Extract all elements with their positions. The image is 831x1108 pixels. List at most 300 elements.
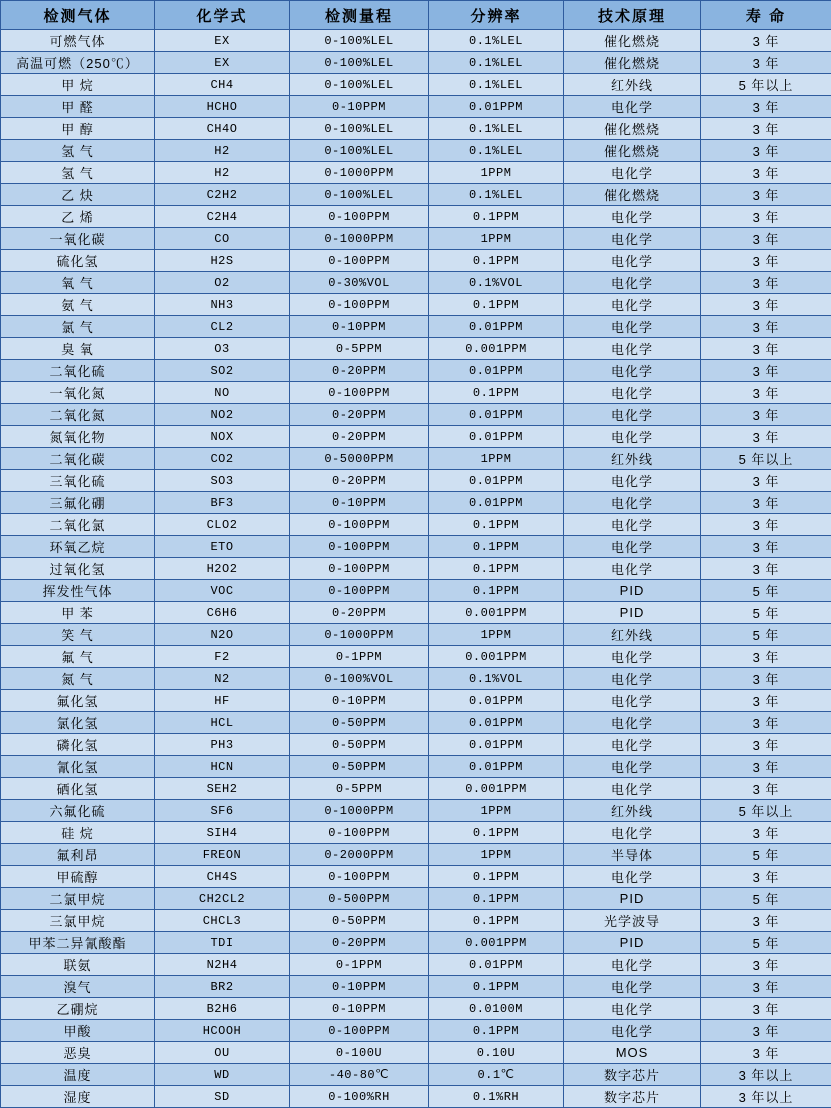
cell-chemical-formula: HCHO bbox=[155, 96, 290, 118]
cell-lifetime: 3 年 bbox=[701, 536, 831, 558]
cell-gas-name: 过氧化氢 bbox=[1, 558, 155, 580]
cell-technical-principle: 电化学 bbox=[564, 998, 701, 1020]
cell-gas-name: 甲硫醇 bbox=[1, 866, 155, 888]
cell-lifetime: 3 年 bbox=[701, 316, 831, 338]
cell-chemical-formula: NO bbox=[155, 382, 290, 404]
cell-lifetime: 3 年 bbox=[701, 910, 831, 932]
cell-resolution: 1PPM bbox=[429, 844, 564, 866]
cell-detection-range: 0-10PPM bbox=[290, 976, 429, 998]
cell-technical-principle: 电化学 bbox=[564, 646, 701, 668]
cell-resolution: 0.1PPM bbox=[429, 294, 564, 316]
table-body bbox=[1, 30, 831, 1108]
cell-technical-principle: 电化学 bbox=[564, 822, 701, 844]
cell-chemical-formula: OU bbox=[155, 1042, 290, 1064]
cell-resolution: 0.01PPM bbox=[429, 316, 564, 338]
cell-lifetime: 3 年 bbox=[701, 360, 831, 382]
table-row bbox=[1, 140, 831, 162]
cell-technical-principle: 电化学 bbox=[564, 712, 701, 734]
cell-technical-principle: 电化学 bbox=[564, 316, 701, 338]
cell-resolution: 0.1PPM bbox=[429, 888, 564, 910]
cell-detection-range: 0-100PPM bbox=[290, 580, 429, 602]
cell-lifetime: 3 年 bbox=[701, 558, 831, 580]
cell-chemical-formula: HF bbox=[155, 690, 290, 712]
cell-resolution: 0.01PPM bbox=[429, 96, 564, 118]
cell-lifetime: 5 年 bbox=[701, 624, 831, 646]
cell-detection-range: 0-100%LEL bbox=[290, 118, 429, 140]
cell-technical-principle: 半导体 bbox=[564, 844, 701, 866]
cell-technical-principle: 电化学 bbox=[564, 668, 701, 690]
cell-resolution: 0.1PPM bbox=[429, 1020, 564, 1042]
table-row bbox=[1, 690, 831, 712]
cell-gas-name: 氢 气 bbox=[1, 162, 155, 184]
cell-technical-principle: 电化学 bbox=[564, 162, 701, 184]
cell-resolution: 0.1%VOL bbox=[429, 272, 564, 294]
cell-gas-name: 甲酸 bbox=[1, 1020, 155, 1042]
cell-detection-range: 0-5PPM bbox=[290, 778, 429, 800]
column-header-range: 检测量程 bbox=[290, 1, 429, 30]
cell-detection-range: 0-100%LEL bbox=[290, 52, 429, 74]
table-row bbox=[1, 998, 831, 1020]
cell-chemical-formula: NH3 bbox=[155, 294, 290, 316]
cell-detection-range: 0-50PPM bbox=[290, 712, 429, 734]
cell-chemical-formula: SO3 bbox=[155, 470, 290, 492]
cell-technical-principle: 红外线 bbox=[564, 448, 701, 470]
cell-resolution: 0.1PPM bbox=[429, 910, 564, 932]
cell-gas-name: 乙硼烷 bbox=[1, 998, 155, 1020]
cell-gas-name: 二氧化碳 bbox=[1, 448, 155, 470]
cell-gas-name: 甲 烷 bbox=[1, 74, 155, 96]
cell-technical-principle: 电化学 bbox=[564, 514, 701, 536]
cell-lifetime: 3 年 bbox=[701, 382, 831, 404]
cell-gas-name: 乙 炔 bbox=[1, 184, 155, 206]
table-row bbox=[1, 580, 831, 602]
cell-technical-principle: 电化学 bbox=[564, 404, 701, 426]
cell-technical-principle: PID bbox=[564, 580, 701, 602]
cell-technical-principle: 光学波导 bbox=[564, 910, 701, 932]
cell-chemical-formula: H2O2 bbox=[155, 558, 290, 580]
cell-resolution: 0.01PPM bbox=[429, 404, 564, 426]
cell-chemical-formula: SEH2 bbox=[155, 778, 290, 800]
cell-gas-name: 甲 苯 bbox=[1, 602, 155, 624]
cell-technical-principle: 电化学 bbox=[564, 558, 701, 580]
table-header-row bbox=[1, 1, 831, 30]
cell-resolution: 0.1%LEL bbox=[429, 30, 564, 52]
cell-resolution: 1PPM bbox=[429, 448, 564, 470]
cell-chemical-formula: N2O bbox=[155, 624, 290, 646]
column-header-formula: 化学式 bbox=[155, 1, 290, 30]
cell-technical-principle: MOS bbox=[564, 1042, 701, 1064]
cell-technical-principle: 电化学 bbox=[564, 272, 701, 294]
cell-lifetime: 3 年 bbox=[701, 492, 831, 514]
column-header-lifetime: 寿 命 bbox=[701, 1, 831, 30]
cell-resolution: 0.10U bbox=[429, 1042, 564, 1064]
cell-gas-name: 臭 氧 bbox=[1, 338, 155, 360]
cell-detection-range: 0-2000PPM bbox=[290, 844, 429, 866]
cell-lifetime: 3 年 bbox=[701, 1020, 831, 1042]
cell-chemical-formula: CH4 bbox=[155, 74, 290, 96]
table-row bbox=[1, 52, 831, 74]
cell-detection-range: 0-100PPM bbox=[290, 250, 429, 272]
cell-resolution: 0.1PPM bbox=[429, 866, 564, 888]
cell-detection-range: 0-1PPM bbox=[290, 954, 429, 976]
cell-lifetime: 3 年 bbox=[701, 96, 831, 118]
cell-chemical-formula: N2H4 bbox=[155, 954, 290, 976]
cell-technical-principle: 电化学 bbox=[564, 360, 701, 382]
cell-chemical-formula: B2H6 bbox=[155, 998, 290, 1020]
cell-chemical-formula: SIH4 bbox=[155, 822, 290, 844]
cell-resolution: 0.01PPM bbox=[429, 954, 564, 976]
cell-gas-name: 三氯甲烷 bbox=[1, 910, 155, 932]
cell-technical-principle: 电化学 bbox=[564, 690, 701, 712]
cell-lifetime: 3 年 bbox=[701, 404, 831, 426]
cell-gas-name: 环氧乙烷 bbox=[1, 536, 155, 558]
cell-chemical-formula: ETO bbox=[155, 536, 290, 558]
cell-detection-range: 0-5000PPM bbox=[290, 448, 429, 470]
table-row bbox=[1, 800, 831, 822]
cell-gas-name: 氮氧化物 bbox=[1, 426, 155, 448]
cell-resolution: 0.1PPM bbox=[429, 976, 564, 998]
cell-resolution: 0.01PPM bbox=[429, 712, 564, 734]
cell-resolution: 0.0100M bbox=[429, 998, 564, 1020]
cell-lifetime: 3 年 bbox=[701, 954, 831, 976]
cell-chemical-formula: HCOOH bbox=[155, 1020, 290, 1042]
cell-technical-principle: 电化学 bbox=[564, 426, 701, 448]
cell-gas-name: 高温可燃（250℃） bbox=[1, 52, 155, 74]
cell-detection-range: 0-10PPM bbox=[290, 690, 429, 712]
table-row bbox=[1, 734, 831, 756]
cell-detection-range: 0-100PPM bbox=[290, 206, 429, 228]
cell-detection-range: 0-100PPM bbox=[290, 382, 429, 404]
cell-technical-principle: 红外线 bbox=[564, 74, 701, 96]
cell-technical-principle: 电化学 bbox=[564, 228, 701, 250]
cell-resolution: 0.1PPM bbox=[429, 514, 564, 536]
cell-chemical-formula: SF6 bbox=[155, 800, 290, 822]
cell-detection-range: 0-100PPM bbox=[290, 536, 429, 558]
cell-gas-name: 一氧化氮 bbox=[1, 382, 155, 404]
cell-lifetime: 5 年 bbox=[701, 932, 831, 954]
cell-lifetime: 3 年 bbox=[701, 668, 831, 690]
table-row bbox=[1, 316, 831, 338]
table-row bbox=[1, 888, 831, 910]
table-row bbox=[1, 1086, 831, 1108]
table-row bbox=[1, 976, 831, 998]
table-row bbox=[1, 96, 831, 118]
cell-detection-range: -40-80℃ bbox=[290, 1064, 429, 1086]
cell-lifetime: 5 年 bbox=[701, 888, 831, 910]
cell-detection-range: 0-50PPM bbox=[290, 910, 429, 932]
cell-technical-principle: 数字芯片 bbox=[564, 1086, 701, 1108]
cell-gas-name: 二氧化氯 bbox=[1, 514, 155, 536]
cell-detection-range: 0-100PPM bbox=[290, 822, 429, 844]
table-row bbox=[1, 74, 831, 96]
table-row bbox=[1, 866, 831, 888]
cell-gas-name: 六氟化硫 bbox=[1, 800, 155, 822]
cell-technical-principle: PID bbox=[564, 888, 701, 910]
cell-gas-name: 温度 bbox=[1, 1064, 155, 1086]
cell-chemical-formula: CH2CL2 bbox=[155, 888, 290, 910]
cell-detection-range: 0-100%LEL bbox=[290, 30, 429, 52]
cell-chemical-formula: H2 bbox=[155, 140, 290, 162]
cell-technical-principle: 电化学 bbox=[564, 294, 701, 316]
column-header-resolution: 分辨率 bbox=[429, 1, 564, 30]
cell-detection-range: 0-1PPM bbox=[290, 646, 429, 668]
cell-detection-range: 0-10PPM bbox=[290, 316, 429, 338]
cell-chemical-formula: N2 bbox=[155, 668, 290, 690]
cell-resolution: 0.01PPM bbox=[429, 690, 564, 712]
cell-chemical-formula: CH4S bbox=[155, 866, 290, 888]
cell-detection-range: 0-20PPM bbox=[290, 932, 429, 954]
table-row bbox=[1, 778, 831, 800]
cell-lifetime: 3 年 bbox=[701, 976, 831, 998]
cell-lifetime: 3 年 bbox=[701, 184, 831, 206]
table-row bbox=[1, 1042, 831, 1064]
table-row bbox=[1, 272, 831, 294]
cell-lifetime: 3 年 bbox=[701, 646, 831, 668]
cell-resolution: 0.1℃ bbox=[429, 1064, 564, 1086]
cell-chemical-formula: SD bbox=[155, 1086, 290, 1108]
cell-technical-principle: 红外线 bbox=[564, 624, 701, 646]
cell-lifetime: 3 年 bbox=[701, 118, 831, 140]
table-row bbox=[1, 448, 831, 470]
cell-technical-principle: 电化学 bbox=[564, 96, 701, 118]
table-row bbox=[1, 470, 831, 492]
cell-gas-name: 氰化氢 bbox=[1, 756, 155, 778]
cell-resolution: 0.001PPM bbox=[429, 646, 564, 668]
cell-lifetime: 5 年 bbox=[701, 580, 831, 602]
cell-chemical-formula: SO2 bbox=[155, 360, 290, 382]
cell-chemical-formula: HCL bbox=[155, 712, 290, 734]
cell-resolution: 0.01PPM bbox=[429, 426, 564, 448]
cell-resolution: 0.1%LEL bbox=[429, 184, 564, 206]
cell-detection-range: 0-100PPM bbox=[290, 514, 429, 536]
cell-lifetime: 3 年 bbox=[701, 690, 831, 712]
cell-lifetime: 3 年以上 bbox=[701, 1086, 831, 1108]
cell-chemical-formula: CO bbox=[155, 228, 290, 250]
cell-detection-range: 0-20PPM bbox=[290, 426, 429, 448]
cell-chemical-formula: H2 bbox=[155, 162, 290, 184]
cell-lifetime: 3 年 bbox=[701, 470, 831, 492]
cell-lifetime: 5 年以上 bbox=[701, 800, 831, 822]
cell-technical-principle: 电化学 bbox=[564, 338, 701, 360]
cell-resolution: 0.01PPM bbox=[429, 470, 564, 492]
cell-gas-name: 乙 烯 bbox=[1, 206, 155, 228]
table-row bbox=[1, 404, 831, 426]
cell-gas-name: 氨 气 bbox=[1, 294, 155, 316]
cell-lifetime: 3 年 bbox=[701, 140, 831, 162]
table-row bbox=[1, 756, 831, 778]
cell-gas-name: 可燃气体 bbox=[1, 30, 155, 52]
cell-chemical-formula: TDI bbox=[155, 932, 290, 954]
table-row bbox=[1, 624, 831, 646]
cell-detection-range: 0-20PPM bbox=[290, 470, 429, 492]
cell-technical-principle: 电化学 bbox=[564, 492, 701, 514]
cell-gas-name: 二氧化氮 bbox=[1, 404, 155, 426]
cell-chemical-formula: CO2 bbox=[155, 448, 290, 470]
cell-detection-range: 0-20PPM bbox=[290, 404, 429, 426]
cell-gas-name: 甲 醛 bbox=[1, 96, 155, 118]
cell-resolution: 0.1PPM bbox=[429, 536, 564, 558]
cell-gas-name: 氟利昂 bbox=[1, 844, 155, 866]
table-row bbox=[1, 382, 831, 404]
cell-resolution: 1PPM bbox=[429, 228, 564, 250]
cell-lifetime: 3 年以上 bbox=[701, 1064, 831, 1086]
cell-gas-name: 湿度 bbox=[1, 1086, 155, 1108]
cell-detection-range: 0-30%VOL bbox=[290, 272, 429, 294]
table-row bbox=[1, 514, 831, 536]
cell-lifetime: 3 年 bbox=[701, 866, 831, 888]
cell-chemical-formula: VOC bbox=[155, 580, 290, 602]
table-row bbox=[1, 492, 831, 514]
cell-gas-name: 二氯甲烷 bbox=[1, 888, 155, 910]
cell-gas-name: 一氧化碳 bbox=[1, 228, 155, 250]
cell-technical-principle: 催化燃烧 bbox=[564, 52, 701, 74]
table-row bbox=[1, 602, 831, 624]
cell-technical-principle: 电化学 bbox=[564, 954, 701, 976]
cell-resolution: 0.1PPM bbox=[429, 382, 564, 404]
cell-detection-range: 0-10PPM bbox=[290, 998, 429, 1020]
table-row bbox=[1, 426, 831, 448]
cell-technical-principle: 催化燃烧 bbox=[564, 140, 701, 162]
table-row bbox=[1, 536, 831, 558]
table-row bbox=[1, 228, 831, 250]
cell-resolution: 0.001PPM bbox=[429, 778, 564, 800]
cell-technical-principle: 催化燃烧 bbox=[564, 184, 701, 206]
cell-detection-range: 0-20PPM bbox=[290, 602, 429, 624]
cell-technical-principle: 电化学 bbox=[564, 778, 701, 800]
table-row bbox=[1, 184, 831, 206]
cell-gas-name: 硅 烷 bbox=[1, 822, 155, 844]
cell-resolution: 0.1%LEL bbox=[429, 118, 564, 140]
cell-resolution: 1PPM bbox=[429, 162, 564, 184]
cell-resolution: 0.01PPM bbox=[429, 492, 564, 514]
cell-chemical-formula: BR2 bbox=[155, 976, 290, 998]
cell-gas-name: 甲 醇 bbox=[1, 118, 155, 140]
cell-technical-principle: 催化燃烧 bbox=[564, 30, 701, 52]
table-row bbox=[1, 822, 831, 844]
table-row bbox=[1, 910, 831, 932]
cell-detection-range: 0-100PPM bbox=[290, 558, 429, 580]
table-row bbox=[1, 338, 831, 360]
table-row bbox=[1, 844, 831, 866]
cell-gas-name: 恶臭 bbox=[1, 1042, 155, 1064]
table-row bbox=[1, 932, 831, 954]
column-header-principle: 技术原理 bbox=[564, 1, 701, 30]
table-row bbox=[1, 558, 831, 580]
table-row bbox=[1, 668, 831, 690]
cell-resolution: 0.1PPM bbox=[429, 580, 564, 602]
cell-gas-name: 二氧化硫 bbox=[1, 360, 155, 382]
cell-lifetime: 3 年 bbox=[701, 250, 831, 272]
table-row bbox=[1, 294, 831, 316]
cell-technical-principle: 电化学 bbox=[564, 1020, 701, 1042]
table-row bbox=[1, 712, 831, 734]
cell-technical-principle: 电化学 bbox=[564, 866, 701, 888]
cell-technical-principle: 催化燃烧 bbox=[564, 118, 701, 140]
cell-gas-name: 三氧化硫 bbox=[1, 470, 155, 492]
cell-chemical-formula: PH3 bbox=[155, 734, 290, 756]
cell-lifetime: 5 年 bbox=[701, 844, 831, 866]
cell-chemical-formula: F2 bbox=[155, 646, 290, 668]
cell-technical-principle: PID bbox=[564, 602, 701, 624]
cell-technical-principle: 电化学 bbox=[564, 536, 701, 558]
cell-lifetime: 3 年 bbox=[701, 756, 831, 778]
cell-gas-name: 氯化氢 bbox=[1, 712, 155, 734]
table-row bbox=[1, 1020, 831, 1042]
cell-chemical-formula: EX bbox=[155, 52, 290, 74]
cell-detection-range: 0-100PPM bbox=[290, 866, 429, 888]
cell-lifetime: 3 年 bbox=[701, 822, 831, 844]
cell-chemical-formula: EX bbox=[155, 30, 290, 52]
cell-gas-name: 挥发性气体 bbox=[1, 580, 155, 602]
table-row bbox=[1, 206, 831, 228]
cell-detection-range: 0-100%VOL bbox=[290, 668, 429, 690]
cell-detection-range: 0-20PPM bbox=[290, 360, 429, 382]
cell-technical-principle: 电化学 bbox=[564, 756, 701, 778]
cell-resolution: 0.01PPM bbox=[429, 756, 564, 778]
cell-technical-principle: 电化学 bbox=[564, 734, 701, 756]
cell-chemical-formula: CH4O bbox=[155, 118, 290, 140]
cell-resolution: 0.1%LEL bbox=[429, 52, 564, 74]
table-row bbox=[1, 954, 831, 976]
cell-lifetime: 3 年 bbox=[701, 338, 831, 360]
cell-gas-name: 甲苯二异氰酸酯 bbox=[1, 932, 155, 954]
table-row bbox=[1, 30, 831, 52]
cell-gas-name: 氯 气 bbox=[1, 316, 155, 338]
cell-lifetime: 3 年 bbox=[701, 228, 831, 250]
cell-detection-range: 0-100%LEL bbox=[290, 74, 429, 96]
cell-resolution: 0.1PPM bbox=[429, 822, 564, 844]
cell-chemical-formula: O2 bbox=[155, 272, 290, 294]
cell-gas-name: 氟化氢 bbox=[1, 690, 155, 712]
cell-lifetime: 3 年 bbox=[701, 998, 831, 1020]
cell-lifetime: 3 年 bbox=[701, 52, 831, 74]
cell-resolution: 0.001PPM bbox=[429, 602, 564, 624]
cell-resolution: 0.1PPM bbox=[429, 206, 564, 228]
column-header-gas: 检测气体 bbox=[1, 1, 155, 30]
cell-resolution: 0.1%LEL bbox=[429, 74, 564, 96]
cell-detection-range: 0-100PPM bbox=[290, 294, 429, 316]
cell-chemical-formula: WD bbox=[155, 1064, 290, 1086]
cell-detection-range: 0-1000PPM bbox=[290, 624, 429, 646]
cell-detection-range: 0-50PPM bbox=[290, 734, 429, 756]
cell-chemical-formula: FREON bbox=[155, 844, 290, 866]
cell-gas-name: 氟 气 bbox=[1, 646, 155, 668]
cell-lifetime: 3 年 bbox=[701, 426, 831, 448]
cell-detection-range: 0-100PPM bbox=[290, 1020, 429, 1042]
cell-gas-name: 笑 气 bbox=[1, 624, 155, 646]
cell-resolution: 0.001PPM bbox=[429, 932, 564, 954]
cell-chemical-formula: NO2 bbox=[155, 404, 290, 426]
cell-lifetime: 3 年 bbox=[701, 272, 831, 294]
cell-resolution: 0.1%LEL bbox=[429, 140, 564, 162]
cell-resolution: 0.1%RH bbox=[429, 1086, 564, 1108]
cell-resolution: 0.01PPM bbox=[429, 734, 564, 756]
cell-technical-principle: PID bbox=[564, 932, 701, 954]
cell-lifetime: 3 年 bbox=[701, 30, 831, 52]
cell-lifetime: 3 年 bbox=[701, 206, 831, 228]
table-row bbox=[1, 250, 831, 272]
cell-chemical-formula: CL2 bbox=[155, 316, 290, 338]
cell-lifetime: 5 年 bbox=[701, 602, 831, 624]
cell-lifetime: 3 年 bbox=[701, 1042, 831, 1064]
cell-technical-principle: 电化学 bbox=[564, 470, 701, 492]
cell-chemical-formula: C2H4 bbox=[155, 206, 290, 228]
cell-technical-principle: 电化学 bbox=[564, 206, 701, 228]
cell-technical-principle: 数字芯片 bbox=[564, 1064, 701, 1086]
cell-detection-range: 0-100%LEL bbox=[290, 184, 429, 206]
cell-gas-name: 联氨 bbox=[1, 954, 155, 976]
cell-technical-principle: 电化学 bbox=[564, 976, 701, 998]
